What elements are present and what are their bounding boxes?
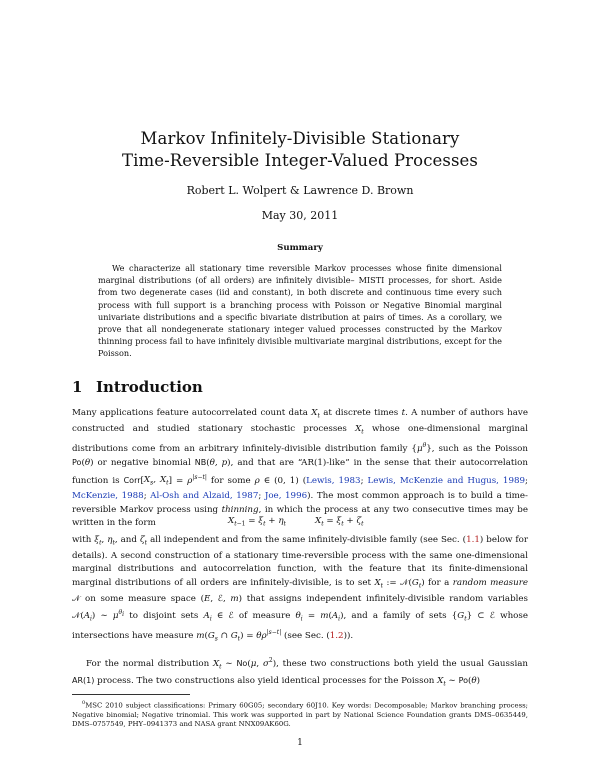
intro-paragraph-2: with $\xi_t$, $\eta_t$, and $\zeta_t$ all independent and from the same infinitely-divisible family (see Sec. (1.1) below for details). A second construction of a stationary time-reversible process with the same one-dimensional marginal distributions and autocorrelation function, with the feature that its finite-dimensional marginal distributions of all orders are infinitely-divisible, is to set $X_t$ := $𝒩(G_t)$ for a random measure 𝒩 on some measure space (E, ℰ, m) that assigns independent infinitely-divisible random variables $𝒩(A_i)$ ∼ $\mu^{\theta_i}$ to disjoint sets $A_i$ ∈ ℰ of measure $\theta_i = m(A_i)$, and a family of sets $\{G_t\}$ ⊂ ℰ whose intersections have measure $m(G_s$ ∩ $G_t) = \theta\rho^{|s-t|}$ (see Sec. (1.2)). (72, 535, 529, 643)
footnote-mark: 0 (82, 700, 86, 706)
citation-link[interactable]: McKenzie, 1988 (72, 491, 144, 502)
title-line-2: Time-Reversible Integer-Valued Processes (122, 151, 478, 170)
footnote-divider (72, 694, 190, 695)
intro-paragraph-3: For the normal distribution $X_t$ ∼ No(μ, $\sigma^2$), these two constructions both yield the usual Gaussian AR(1) process. The two constructions also yield identical processes for the Poisson $X_t$ ∼ Po(θ) (72, 657, 529, 688)
citation-link[interactable]: Joe, 1996 (264, 491, 308, 502)
citation-link[interactable]: Lewis, McKenzie and Hugus, 1989 (367, 475, 526, 486)
summary-abstract: We characterize all stationary time reversible Markov processes whose finite dimensional marginal distributions (of all orders) are infinitely divisible– MISTI processes, for short. Aside from two degenerate cases (iid and constant), in both discrete and continuous time every such process with full support is a branching process with Poisson or Negative Binomial marginal univariate distributions and a specific bivariate distribution at pairs of times. As a corollary, we prove that all nondegenerate stationary integer valued processes constructed by the Markov thinning process fail to have infinitely divisible multivariate marginal distributions, except for the Poisson. (98, 263, 502, 359)
section-title-text: Introduction (96, 378, 203, 396)
section-number: 1 (72, 378, 83, 396)
citation-link[interactable]: Al-Osh and Alzaid, 1987 (150, 491, 259, 502)
publication-date: May 30, 2011 (261, 209, 339, 222)
equation-left: $X_{t-1} = \xi_t + \eta_t$ (228, 516, 286, 528)
section-reference-link[interactable]: 1.2 (329, 630, 344, 641)
section-reference-link[interactable]: 1.1 (466, 535, 480, 545)
footnote (72, 699, 528, 730)
paper-title (60, 128, 540, 172)
equation-right: $X_t = \xi_t + \zeta_t$ (315, 516, 364, 528)
footnote-text: MSC 2010 subject classifications: Primary 60G05; secondary 60J10. Key words: Decomposable; Markov branching process; Negative binomial; Negative trinomial. This work was supported in part by National Science Foundation grants DMS–0635449, DMS–0757549, PHY–0941373 and NASA grant NNX09AK60G. (72, 701, 528, 729)
title-line-1: Markov Infinitely-Divisible Stationary (140, 129, 460, 148)
page-number: 1 (297, 738, 303, 748)
summary-heading: Summary (277, 243, 323, 253)
author-list: Robert L. Wolpert & Lawrence D. Brown (186, 184, 414, 197)
intro-paragraph-1: Many applications feature autocorrelated count data $X_t$ at discrete times t. A number of authors have constructed and studied stationary stochastic processes $X_t$ whose one-dimensional marginal distributions come from an arbitrary infinitely-divisible distribution family $\{\mu^\theta\}$, such as the Poisson Po(θ) or negative binomial NB(θ, p), and that are “AR(1)-like” in the sense that their autocorrelation function is $Corr[X_s$, $X_t] = \rho^{|s-t|}$ for some ρ ∈ (0, 1) (Lewis, 1983; Lewis, McKenzie and Hugus, 1989; McKenzie, 1988; Al-Osh and Alzaid, 1987; Joe, 1996). The most common approach is to build a time-reversible Markov process using thinning, in which the process at any two consecutive times may be written in the form (72, 408, 529, 529)
citation-link[interactable]: Lewis, 1983 (306, 475, 361, 486)
section-heading (72, 378, 203, 396)
